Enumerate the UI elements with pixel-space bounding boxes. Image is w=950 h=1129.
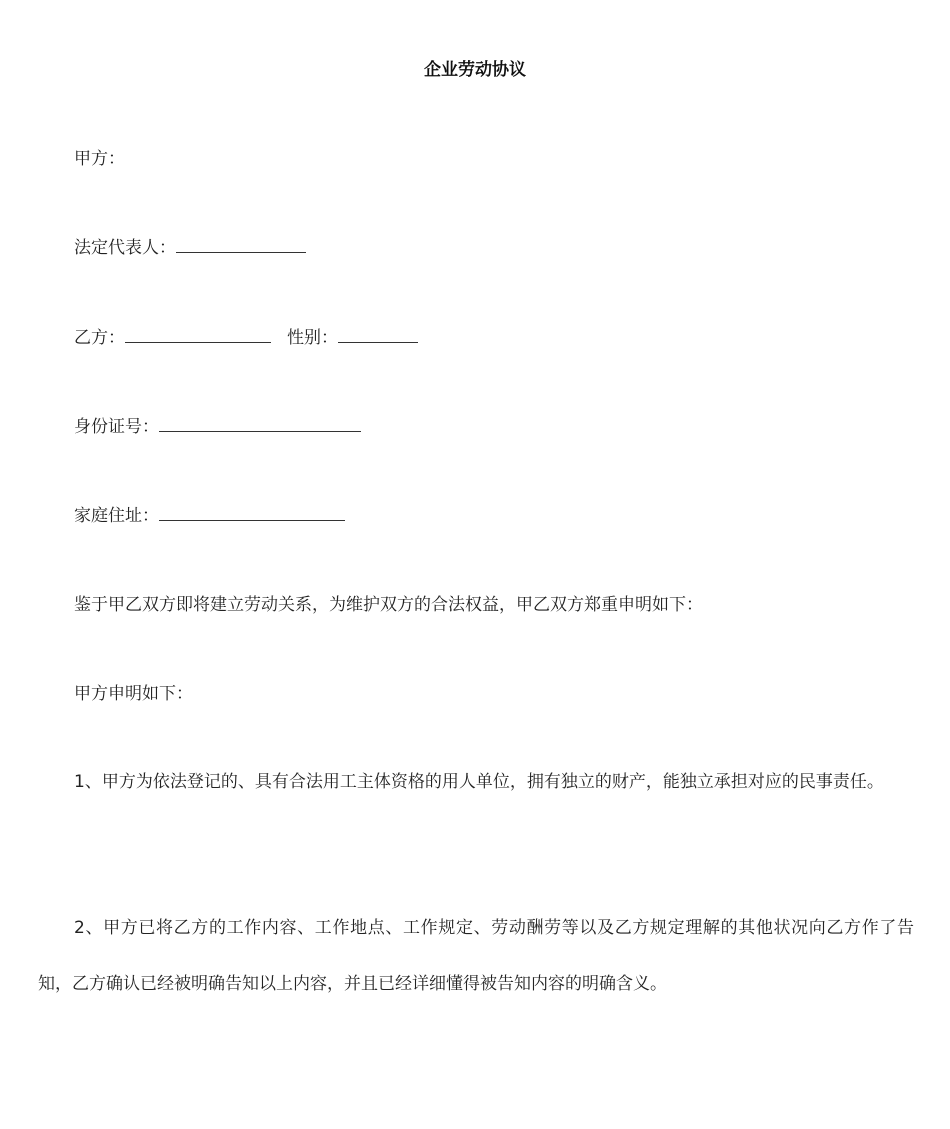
- address-blank[interactable]: [159, 504, 345, 521]
- clause-1: 1、甲方为依法登记的、具有合法用工主体资格的用人单位，拥有独立的财产，能独立承担对应的民事责任。: [74, 772, 884, 792]
- party-b-blank[interactable]: [125, 326, 271, 343]
- address-line: [74, 504, 345, 528]
- party-b-line: [74, 326, 418, 350]
- id-number-line: [74, 415, 361, 439]
- id-number-blank[interactable]: [159, 415, 361, 432]
- party-a-label: 甲方：: [74, 149, 125, 169]
- legal-rep-label: 法定代表人：: [74, 238, 176, 258]
- clause-2: 2、甲方已将乙方的工作内容、工作地点、工作规定、劳动酬劳等以及乙方规定理解的其他状况向乙方作了告知，乙方确认已经被明确告知以上内容，并且已经详细懂得被告知内容的明确含义。: [38, 918, 914, 994]
- section-heading: 甲方申明如下：: [74, 684, 193, 704]
- legal-rep-line: [74, 236, 306, 260]
- legal-rep-blank[interactable]: [176, 236, 306, 253]
- gender-blank[interactable]: [338, 326, 418, 343]
- address-label: 家庭住址：: [74, 506, 159, 526]
- preamble-text: 鉴于甲乙双方即将建立劳动关系，为维护双方的合法权益，甲乙双方郑重申明如下：: [74, 595, 703, 615]
- id-number-label: 身份证号：: [74, 417, 159, 437]
- gender-label: 性别：: [287, 328, 338, 348]
- party-b-label: 乙方：: [74, 328, 125, 348]
- document-title: 企业劳动协议: [424, 60, 526, 80]
- party-a-line: [74, 147, 125, 171]
